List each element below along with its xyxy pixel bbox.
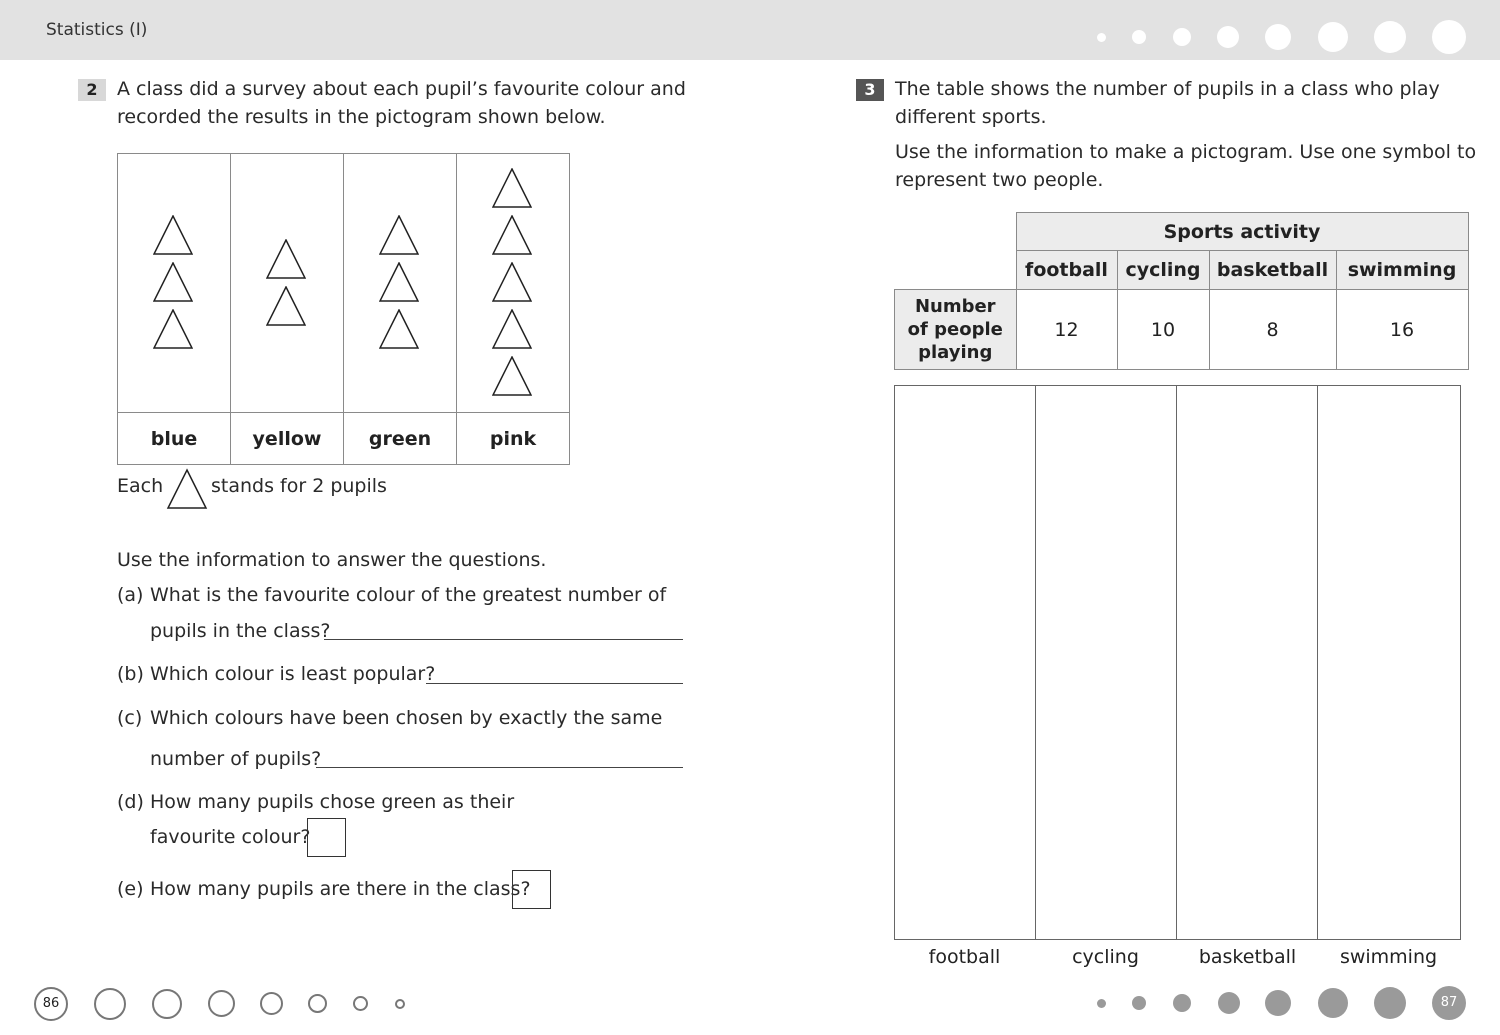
row-header-line: playing bbox=[918, 342, 993, 363]
category-label: blue bbox=[118, 413, 231, 465]
part-label: (c) bbox=[117, 707, 143, 729]
triangle-symbol bbox=[153, 309, 193, 349]
decorative-dot bbox=[1318, 988, 1348, 1018]
page-number-text: 86 bbox=[42, 996, 60, 1011]
decorative-dot bbox=[1218, 992, 1240, 1014]
category-label: green bbox=[344, 413, 457, 465]
triangle-symbol bbox=[266, 239, 306, 279]
triangle-symbol bbox=[153, 262, 193, 302]
question-instruction bbox=[895, 138, 1476, 194]
decorative-dot bbox=[1132, 996, 1146, 1010]
part-label: (d) bbox=[117, 791, 144, 813]
sports-data-table bbox=[894, 212, 1469, 370]
question-d bbox=[117, 788, 697, 860]
part-label: (a) bbox=[117, 584, 144, 606]
chart-label: cycling bbox=[1072, 946, 1139, 968]
decorative-circle bbox=[208, 990, 235, 1017]
triangle-symbol bbox=[492, 309, 532, 349]
decorative-dot bbox=[1374, 987, 1406, 1019]
question-text: pupils in the class? bbox=[150, 620, 331, 642]
triangle-symbol bbox=[492, 262, 532, 302]
intro-line: A class did a survey about each pupil’s favourite colour and bbox=[117, 78, 686, 100]
question-text: favourite colour? bbox=[150, 826, 311, 848]
chart-column-divider bbox=[895, 386, 1036, 939]
triangle-symbol bbox=[492, 356, 532, 396]
triangle-symbol bbox=[492, 215, 532, 255]
chart-column-divider bbox=[1036, 386, 1177, 939]
column-header: swimming bbox=[1336, 251, 1468, 290]
triangle-symbol bbox=[379, 309, 419, 349]
instruction-line: Use the information to make a pictogram. Use one symbol to bbox=[895, 141, 1477, 163]
chart-label: basketball bbox=[1198, 946, 1297, 968]
pictogram-key bbox=[117, 468, 417, 510]
key-prefix: Each bbox=[117, 475, 164, 497]
decorative-dot bbox=[1318, 22, 1348, 52]
decorative-dot bbox=[1097, 33, 1106, 42]
chapter-title: Statistics (I) bbox=[46, 20, 148, 40]
question-text: Which colours have been chosen by exactly the same bbox=[150, 707, 663, 729]
decorative-circle bbox=[395, 999, 405, 1009]
question-text: How many pupils are there in the class? bbox=[150, 878, 531, 900]
page-number-right bbox=[1432, 986, 1466, 1020]
pictogram-column-pink bbox=[457, 154, 570, 413]
triangle-symbol bbox=[379, 262, 419, 302]
decorative-circle bbox=[353, 996, 368, 1011]
triangle-symbol bbox=[379, 215, 419, 255]
table-cell: 8 bbox=[1209, 290, 1336, 370]
decorative-dot bbox=[1173, 28, 1191, 46]
table-cell: 16 bbox=[1336, 290, 1468, 370]
question-a bbox=[117, 581, 697, 651]
question-e bbox=[117, 870, 697, 912]
decorative-circle bbox=[94, 988, 126, 1020]
decorative-dot bbox=[1217, 26, 1239, 48]
row-header-line: of people bbox=[907, 319, 1003, 340]
pictogram-column-yellow bbox=[231, 154, 344, 413]
triangle-symbol bbox=[266, 286, 306, 326]
triangle-icon bbox=[166, 468, 208, 510]
decorative-circle bbox=[308, 994, 327, 1013]
column-header: cycling bbox=[1117, 251, 1209, 290]
chart-label: football bbox=[928, 946, 1001, 968]
category-label: yellow bbox=[231, 413, 344, 465]
part-label: (b) bbox=[117, 663, 144, 685]
table-cell: 10 bbox=[1117, 290, 1209, 370]
table-cell: 12 bbox=[1016, 290, 1117, 370]
decorative-circle bbox=[260, 992, 283, 1015]
answer-box-e[interactable] bbox=[512, 870, 551, 909]
key-suffix: stands for 2 pupils bbox=[211, 475, 387, 497]
page-header bbox=[0, 0, 1500, 60]
answer-box-d[interactable] bbox=[307, 818, 346, 857]
question-intro bbox=[895, 75, 1440, 131]
question-b bbox=[117, 660, 697, 690]
decorative-dot bbox=[1265, 990, 1291, 1016]
decorative-dot bbox=[1432, 20, 1466, 54]
question-text: number of pupils? bbox=[150, 748, 322, 770]
instruction-line: represent two people. bbox=[895, 169, 1104, 191]
question-intro bbox=[117, 75, 686, 131]
decorative-dot bbox=[1097, 999, 1106, 1008]
row-header bbox=[895, 290, 1017, 370]
column-header: football bbox=[1016, 251, 1117, 290]
decorative-dot bbox=[1173, 994, 1191, 1012]
blank-pictogram-grid[interactable] bbox=[894, 385, 1461, 940]
page-number-left bbox=[34, 987, 68, 1021]
decorative-dot bbox=[1132, 30, 1146, 44]
answer-line-c[interactable] bbox=[316, 767, 683, 768]
category-label: pink bbox=[457, 413, 570, 465]
page-number-text: 87 bbox=[1440, 995, 1458, 1010]
question-text: Which colour is least popular? bbox=[150, 663, 436, 685]
intro-line: The table shows the number of pupils in a class who play bbox=[895, 78, 1440, 100]
column-header: basketball bbox=[1209, 251, 1336, 290]
question-number: 3 bbox=[856, 79, 884, 101]
chart-label: swimming bbox=[1339, 946, 1438, 968]
colour-pictogram bbox=[117, 153, 570, 465]
triangle-symbol bbox=[153, 215, 193, 255]
decorative-dot bbox=[1374, 21, 1406, 53]
question-text: How many pupils chose green as their bbox=[150, 791, 515, 813]
intro-line: recorded the results in the pictogram shown below. bbox=[117, 106, 606, 128]
decorative-dot bbox=[1265, 24, 1291, 50]
pictogram-table bbox=[117, 153, 570, 465]
instruction-text: Use the information to answer the questions. bbox=[117, 549, 547, 571]
decorative-circle bbox=[152, 989, 182, 1019]
row-header-line: Number bbox=[914, 296, 996, 317]
empty-corner bbox=[895, 213, 1017, 251]
question-number: 2 bbox=[78, 79, 106, 101]
answer-line-a[interactable] bbox=[324, 639, 683, 640]
empty-corner bbox=[895, 251, 1017, 290]
chart-labels bbox=[894, 946, 1460, 976]
answer-line-b[interactable] bbox=[426, 683, 683, 684]
intro-line: different sports. bbox=[895, 106, 1047, 128]
question-c bbox=[117, 704, 697, 776]
part-label: (e) bbox=[117, 878, 144, 900]
sports-table bbox=[894, 212, 1469, 370]
pictogram-column-blue bbox=[118, 154, 231, 413]
chart-column-divider bbox=[1177, 386, 1318, 939]
triangle-symbol bbox=[492, 168, 532, 208]
question-text: What is the favourite colour of the greatest number of bbox=[150, 584, 667, 606]
pictogram-column-green bbox=[344, 154, 457, 413]
table-group-header: Sports activity bbox=[1016, 213, 1468, 251]
